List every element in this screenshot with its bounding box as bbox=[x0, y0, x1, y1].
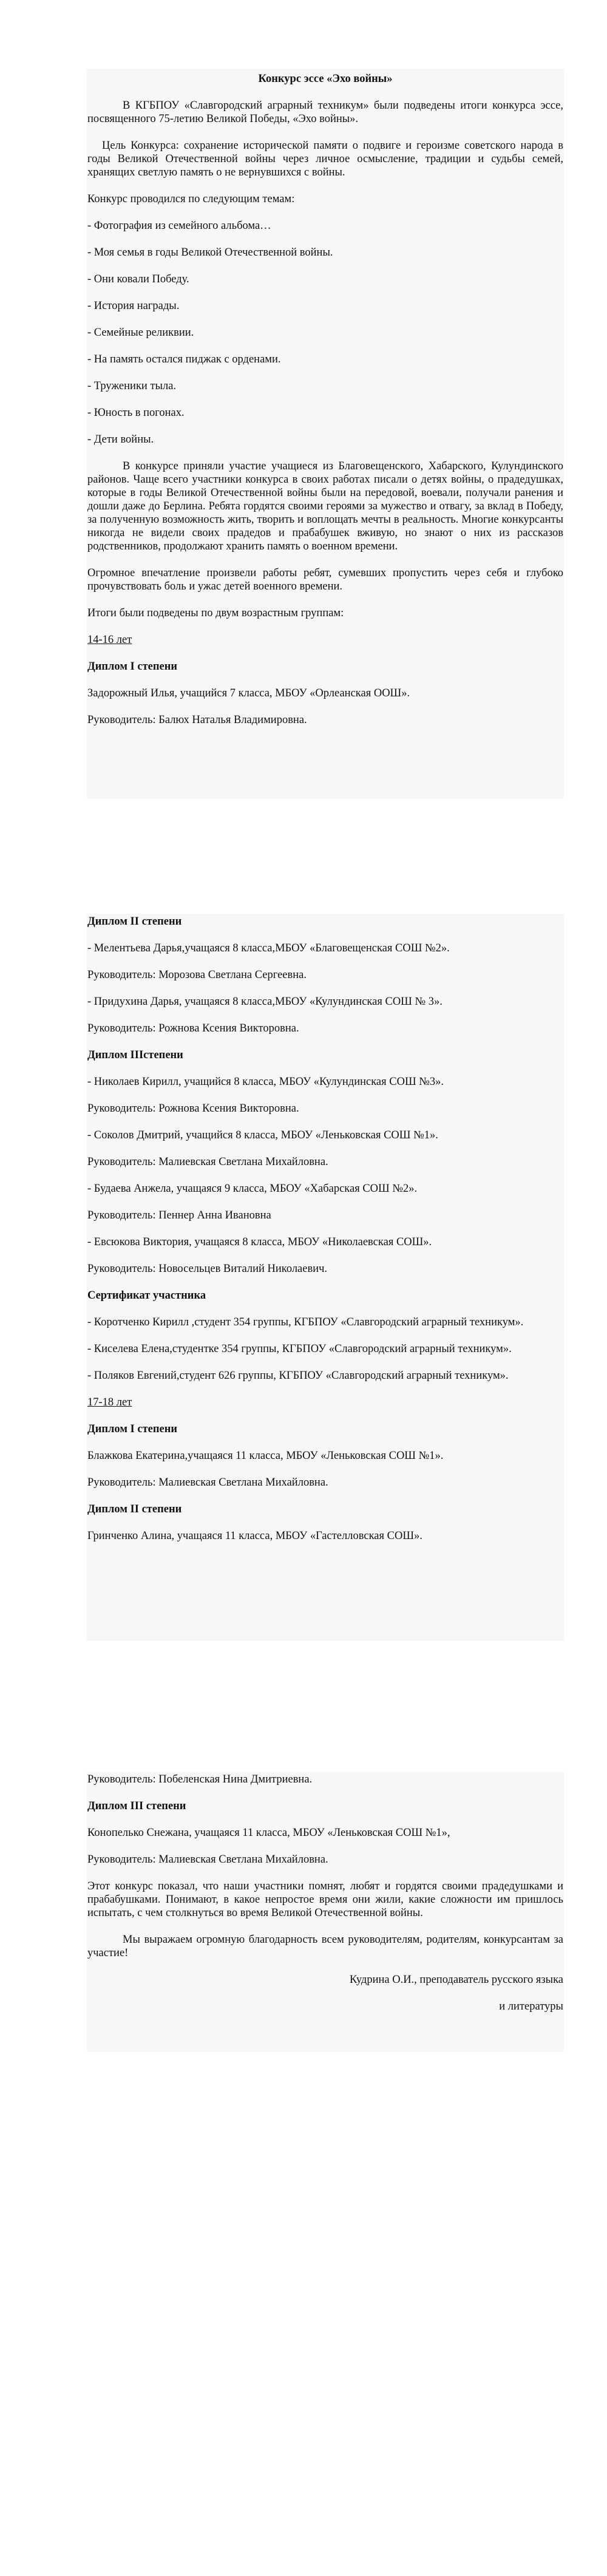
leader-entry: Руководитель: Новосельцев Виталий Николаевич. bbox=[87, 1263, 328, 1275]
leader-entry: Руководитель: Малиевская Светлана Михайловна. bbox=[87, 1854, 328, 1866]
winner-entry: - Мелентьева Дарья,учащаяся 8 класса,МБОУ «Благовещенская СОШ №2». bbox=[87, 942, 450, 954]
signature-line-2: и литературы bbox=[499, 2000, 563, 2013]
diploma-2-heading: Диплом II степени bbox=[87, 1503, 182, 1515]
intro-paragraph: В КГБПОУ «Славгородский аграрный техникум» были подведены итоги конкурса эссе, посвященного 75-летию Великой Победы, «Эхо войны». bbox=[87, 100, 563, 125]
theme-item: - Труженики тыла. bbox=[87, 380, 177, 392]
diploma-3-heading: Диплом III степени bbox=[87, 1800, 186, 1812]
theme-item: - Дети войны. bbox=[87, 433, 154, 446]
winner-entry: Блажкова Екатерина,учащаяся 11 класса, МБОУ «Леньковская СОШ №1». bbox=[87, 1450, 444, 1462]
winner-entry: - Николаев Кирилл, учащийся 8 класса, МБОУ «Кулундинская СОШ №3». bbox=[87, 1076, 444, 1088]
theme-item: - Фотография из семейного альбома… bbox=[87, 220, 271, 232]
thanks-paragraph: Мы выражаем огромную благодарность всем руководителям, родителям, конкурсантам за участие! bbox=[87, 1934, 563, 1959]
winner-entry: - Соколов Дмитрий, учащийся 8 класса, МБОУ «Леньковская СОШ №1». bbox=[87, 1129, 438, 1141]
theme-item: - На память остался пиджак с орденами. bbox=[87, 353, 281, 365]
impression-paragraph: Огромное впечатление произвели работы ребят, сумевших пропустить через себя и глубоко прочувствовать боль и ужас детей военного времени. bbox=[87, 567, 563, 593]
page-block-3 bbox=[87, 1772, 564, 2052]
certificate-entry: - Коротченко Кирилл ,студент 354 группы, КГБПОУ «Славгородский аграрный техникум». bbox=[87, 1316, 524, 1328]
diploma-1-heading: Диплом I степени bbox=[87, 661, 178, 673]
leader-entry: Руководитель: Морозова Светлана Сергеевна. bbox=[87, 969, 307, 981]
leader-entry: Руководитель: Малиевская Светлана Михайловна. bbox=[87, 1477, 328, 1489]
groups-intro: Итоги были подведены по двум возрастным группам: bbox=[87, 607, 344, 619]
leader-entry: Руководитель: Пеннер Анна Ивановна bbox=[87, 1209, 271, 1222]
leader-entry: Руководитель: Рожнова Ксения Викторовна. bbox=[87, 1103, 299, 1115]
page-block-2 bbox=[87, 914, 564, 1641]
theme-item: - Они ковали Победу. bbox=[87, 273, 189, 285]
leader-entry: Руководитель: Рожнова Ксения Викторовна. bbox=[87, 1022, 299, 1035]
winner-entry: - Придухина Дарья, учащаяся 8 класса,МБОУ «Кулундинская СОШ № 3». bbox=[87, 996, 443, 1008]
winner-entry: - Будаева Анжела, учащаяся 9 класса, МБОУ «Хабарская СОШ №2». bbox=[87, 1183, 418, 1195]
theme-item: - Юность в погонах. bbox=[87, 407, 185, 419]
theme-item: - История награды. bbox=[87, 300, 180, 312]
diploma-3-heading: Диплом IIIстепени bbox=[87, 1049, 183, 1061]
leader-entry: Руководитель: Балюх Наталья Владимировна. bbox=[87, 714, 307, 726]
age-group-heading-1: 14-16 лет bbox=[87, 634, 132, 646]
leader-entry: Руководитель: Побеленская Нина Дмитриевна. bbox=[87, 1773, 313, 1786]
certificate-heading: Сертификат участника bbox=[87, 1290, 206, 1302]
diploma-1-heading: Диплом I степени bbox=[87, 1423, 178, 1435]
goal-paragraph: Цель Конкурса: сохранение исторической памяти о подвиге и героизме советского народа в годы Великой Отечественной войны через личное осмысление, традиции и судьбы семей, хранящих светлую память о не вернувшихся с войны. bbox=[87, 140, 563, 178]
theme-item: - Семейные реликвии. bbox=[87, 327, 194, 339]
document-title: Конкурс эссе «Эхо войны» bbox=[258, 73, 393, 85]
page-block-1 bbox=[87, 69, 564, 799]
winner-entry: - Евсюкова Виктория, учащаяся 8 класса, МБОУ «Николаевская СОШ». bbox=[87, 1236, 432, 1248]
winner-entry: Задорожный Илья, учащийся 7 класса, МБОУ «Орлеанская ООШ». bbox=[87, 687, 410, 699]
diploma-2-heading: Диплом II степени bbox=[87, 916, 182, 928]
themes-intro: Конкурс проводился по следующим темам: bbox=[87, 193, 295, 205]
signature-line-1: Кудрина О.И., преподаватель русского языка bbox=[349, 1974, 563, 1986]
certificate-entry: - Киселева Елена,студентке 354 группы, КГБПОУ «Славгородский аграрный техникум». bbox=[87, 1343, 512, 1355]
conclusion-paragraph: Этот конкурс показал, что наши участники помнят, любят и гордятся своими прадедушками и прабабушками. Понимают, в какое непростое время они жили, какие сложности им пришлось испытать, с чем столкнуться во время Великой Отечественной войны. bbox=[87, 1880, 563, 1919]
participants-paragraph: В конкурсе приняли участие учащиеся из Благовещенского, Хабарского, Кулундинского районов. Чаще всего участники конкурса в своих работах писали о детях войны, о прадедушках, которые в годы Великой Отечественной войны были на передовой, воевали, получали ранения и дошли даже до Берлина. Ребята гордятся своими героями за мужество и отвагу, за вклад в Победу, за полученную возможность жить, творить и воплощать мечты в реальность. Многие конкурсанты никогда не видели своих прадедов и прабабушек вживую, но знают о них из рассказов родственников, продолжают хранить память о военном времени. bbox=[87, 460, 563, 552]
leader-entry: Руководитель: Малиевская Светлана Михайловна. bbox=[87, 1156, 328, 1168]
age-group-heading-2: 17-18 лет bbox=[87, 1396, 132, 1409]
winner-entry: Гринченко Алина, учащаяся 11 класса, МБОУ «Гастелловская СОШ». bbox=[87, 1530, 422, 1542]
theme-item: - Моя семья в годы Великой Отечественной войны. bbox=[87, 246, 333, 259]
winner-entry: Конопелько Снежана, учащаяся 11 класса, МБОУ «Леньковская СОШ №1», bbox=[87, 1827, 450, 1839]
certificate-entry: - Поляков Евгений,студент 626 группы, КГБПОУ «Славгородский аграрный техникум». bbox=[87, 1370, 509, 1382]
